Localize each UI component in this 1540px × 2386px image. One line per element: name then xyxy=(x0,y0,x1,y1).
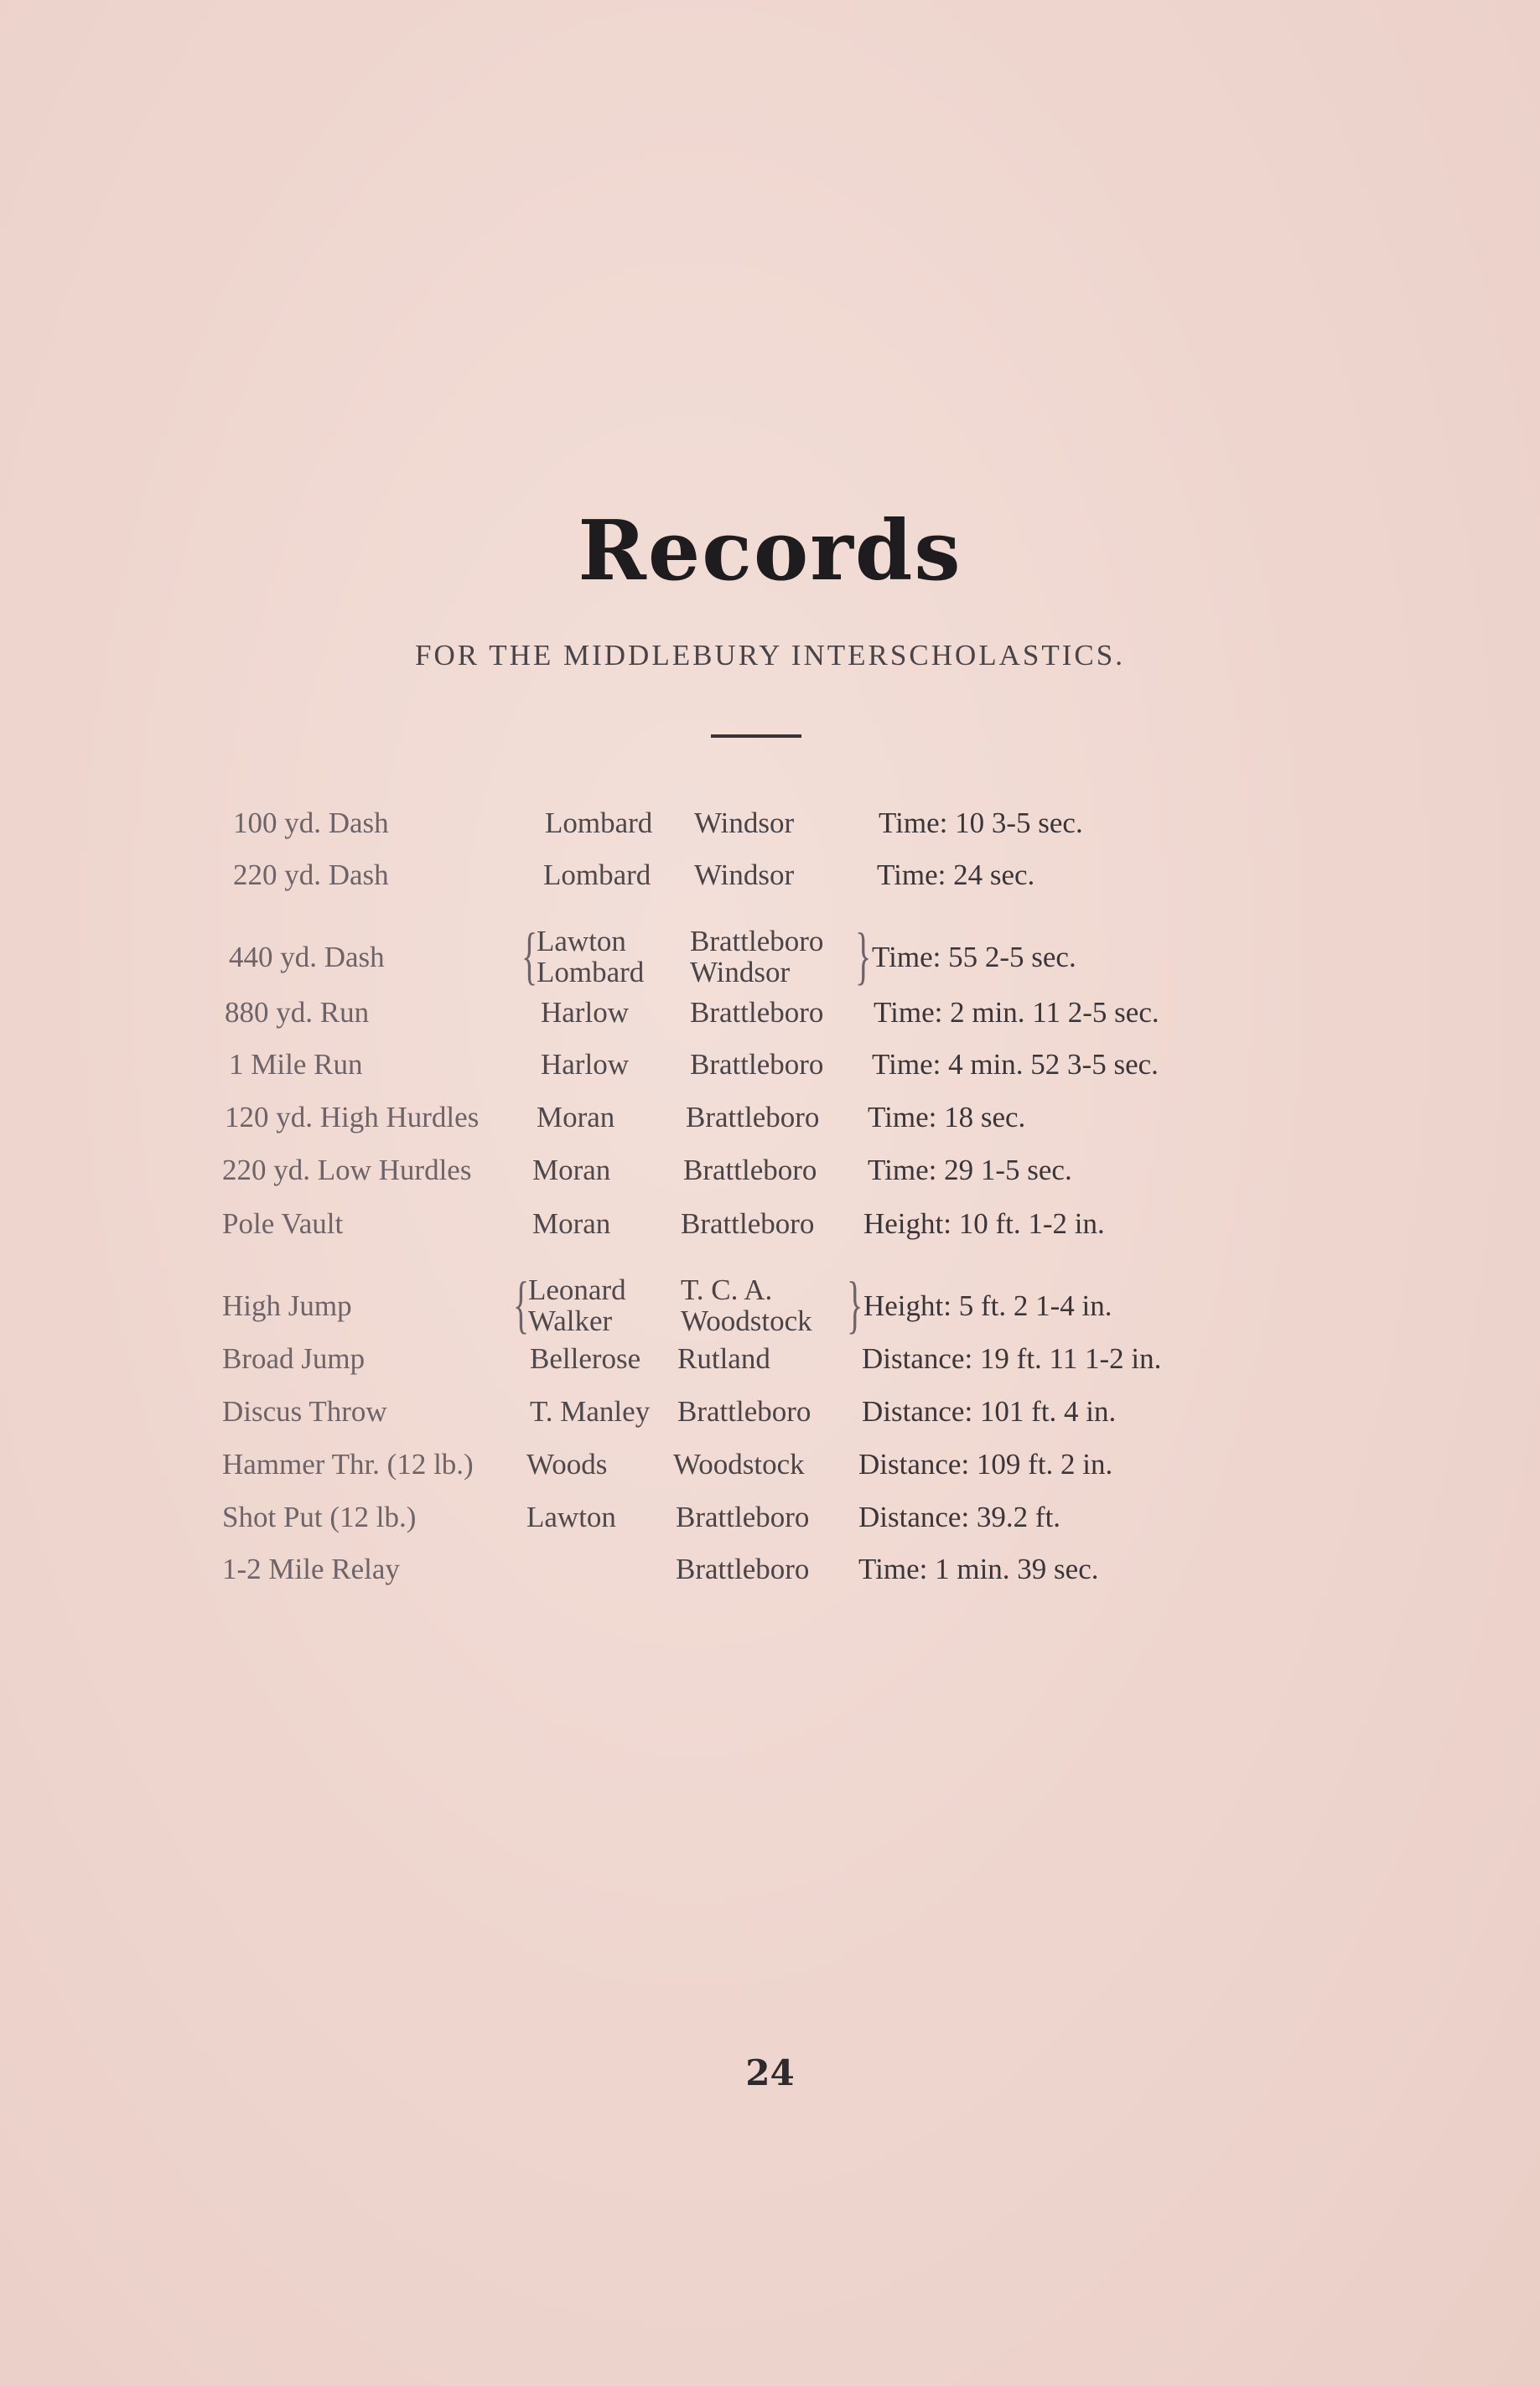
event-name: Shot Put (12 lb.) xyxy=(222,1501,417,1533)
record-result: Height: 5 ft. 2 1-4 in. xyxy=(863,1289,1112,1322)
record-result: Distance: 39.2 ft. xyxy=(858,1501,1061,1533)
table-row xyxy=(0,1395,1540,1429)
school-name: Brattleboro xyxy=(676,1553,810,1585)
table-row xyxy=(0,1268,1540,1341)
school-name: Brattleboro xyxy=(676,1501,810,1533)
record-result: Time: 24 sec. xyxy=(877,858,1035,891)
event-name: 1-2 Mile Relay xyxy=(222,1553,400,1585)
table-row xyxy=(0,1207,1540,1241)
school-name: Brattleboro xyxy=(690,996,824,1029)
athlete-name: Moran xyxy=(532,1154,611,1186)
school-name: Windsor xyxy=(690,956,791,988)
table-row xyxy=(0,1448,1540,1481)
athlete-name: Lombard xyxy=(537,956,645,988)
table-row xyxy=(0,996,1540,1030)
right-brace: } xyxy=(847,1268,863,1341)
record-result: Distance: 101 ft. 4 in. xyxy=(862,1395,1117,1428)
record-result: Time: 2 min. 11 2-5 sec. xyxy=(874,996,1159,1029)
table-row xyxy=(0,920,1540,993)
table-row xyxy=(0,807,1540,840)
record-result: Time: 29 1-5 sec. xyxy=(868,1154,1072,1186)
school-name: Rutland xyxy=(677,1342,770,1375)
athlete-name: Harlow xyxy=(541,1048,629,1081)
table-row xyxy=(0,858,1540,892)
athlete-name: Lombard xyxy=(543,858,651,891)
athlete-name: Bellerose xyxy=(530,1342,641,1375)
school-name: Brattleboro xyxy=(690,1048,824,1081)
event-name: Pole Vault xyxy=(222,1207,344,1240)
athlete-names xyxy=(537,926,644,988)
athlete-name: T. Manley xyxy=(530,1395,651,1428)
school-names xyxy=(690,926,823,988)
event-name: 440 yd. Dash xyxy=(229,941,385,973)
athlete-name: Woods xyxy=(526,1448,608,1481)
school-name: Woodstock xyxy=(673,1448,805,1481)
school-name: Brattleboro xyxy=(683,1154,817,1186)
athlete-name: Moran xyxy=(532,1207,611,1240)
table-row xyxy=(0,1154,1540,1187)
event-name: 220 yd. Low Hurdles xyxy=(222,1154,472,1186)
school-name: Windsor xyxy=(694,858,795,891)
athlete-name: Harlow xyxy=(541,996,629,1029)
event-name: 880 yd. Run xyxy=(225,996,370,1029)
table-row xyxy=(0,1342,1540,1376)
record-result: Time: 1 min. 39 sec. xyxy=(858,1553,1099,1585)
event-name: 120 yd. High Hurdles xyxy=(225,1101,480,1133)
record-result: Time: 55 2-5 sec. xyxy=(872,941,1076,973)
record-result: Distance: 19 ft. 11 1-2 in. xyxy=(862,1342,1162,1375)
athlete-name: Walker xyxy=(528,1305,613,1337)
event-name: 220 yd. Dash xyxy=(233,858,389,891)
athlete-names xyxy=(528,1274,626,1336)
left-brace: { xyxy=(513,1268,530,1341)
table-row xyxy=(0,1101,1540,1134)
event-name: 1 Mile Run xyxy=(229,1048,363,1081)
event-name: High Jump xyxy=(222,1289,352,1322)
record-result: Distance: 109 ft. 2 in. xyxy=(858,1448,1113,1481)
table-row xyxy=(0,1553,1540,1586)
right-brace: } xyxy=(855,920,872,992)
school-name: Windsor xyxy=(694,807,795,839)
school-names xyxy=(681,1274,812,1336)
school-name: Brattleboro xyxy=(681,1207,815,1240)
athlete-name: Moran xyxy=(537,1101,615,1133)
school-name: T. C. A. xyxy=(681,1273,773,1306)
table-row xyxy=(0,1501,1540,1534)
athlete-name: Lawton xyxy=(526,1501,616,1533)
record-result: Time: 4 min. 52 3-5 sec. xyxy=(872,1048,1159,1081)
page-number: 24 xyxy=(745,2052,795,2093)
event-name: 100 yd. Dash xyxy=(233,807,389,839)
school-name: Brattleboro xyxy=(677,1395,811,1428)
school-name: Woodstock xyxy=(681,1305,812,1337)
record-result: Time: 18 sec. xyxy=(868,1101,1026,1133)
school-name: Brattleboro xyxy=(686,1101,820,1133)
athlete-name: Leonard xyxy=(528,1273,626,1306)
table-row xyxy=(0,1048,1540,1081)
event-name: Broad Jump xyxy=(222,1342,366,1375)
record-result: Height: 10 ft. 1-2 in. xyxy=(863,1207,1105,1240)
school-name: Brattleboro xyxy=(690,925,824,957)
page-title: Records xyxy=(578,503,962,599)
event-name: Discus Throw xyxy=(222,1395,387,1428)
page-subtitle: FOR THE MIDDLEBURY INTERSCHOLASTICS. xyxy=(415,639,1125,672)
record-result: Time: 10 3-5 sec. xyxy=(879,807,1083,839)
athlete-name: Lombard xyxy=(545,807,653,839)
athlete-name: Lawton xyxy=(537,925,626,957)
event-name: Hammer Thr. (12 lb.) xyxy=(222,1448,474,1481)
left-brace: { xyxy=(521,920,538,992)
